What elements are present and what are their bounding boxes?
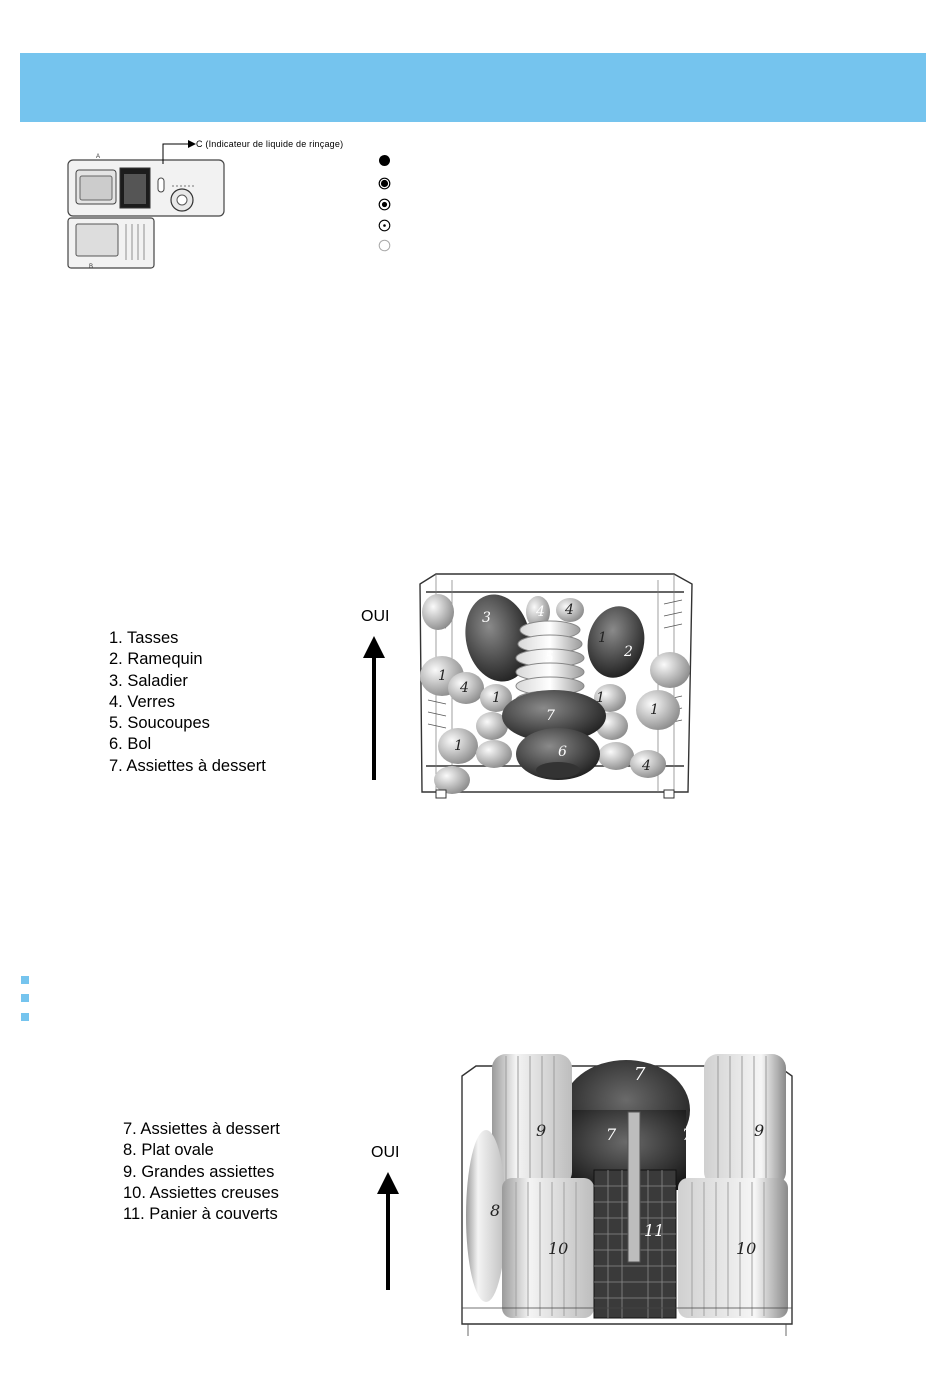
list-item: 3. Saladier [109, 671, 188, 690]
list-item: 5. Soucoupes [109, 714, 210, 733]
bullet-marker [21, 1013, 29, 1021]
list-item: 4. Verres [109, 692, 176, 711]
list-item: 8. Plat ovale [123, 1141, 214, 1160]
list-item: 7. Assiettes à dessert [109, 756, 266, 775]
svg-text:1: 1 [492, 690, 501, 706]
svg-text:4: 4 [460, 680, 469, 696]
up-arrow-icon [362, 636, 386, 780]
svg-text:4: 4 [536, 604, 545, 620]
svg-text:2: 2 [624, 644, 633, 660]
svg-text:A: A [96, 154, 101, 160]
up-arrow-icon [376, 1172, 400, 1290]
svg-text:7: 7 [634, 1064, 646, 1085]
svg-text:4: 4 [565, 602, 574, 618]
bullet-marker [21, 976, 29, 984]
svg-text:8: 8 [490, 1201, 501, 1220]
svg-text:5: 5 [545, 650, 554, 666]
header-band [20, 53, 926, 122]
rinse-aid-indicator-label: C (Indicateur de liquide de rinçage) [196, 139, 344, 149]
dispenser-diagram [62, 134, 362, 274]
lower-rack-legend [123, 1119, 280, 1225]
svg-text:9: 9 [754, 1121, 765, 1140]
svg-text:11: 11 [644, 1221, 665, 1240]
list-item: 9. Grandes assiettes [123, 1162, 275, 1181]
list-item: 1. Tasses [109, 629, 179, 647]
svg-text:9: 9 [536, 1121, 547, 1140]
list-item: 6. Bol [109, 735, 152, 754]
lower-rack-illustration [452, 1046, 800, 1342]
filled-dot-icon [378, 154, 391, 167]
svg-text:1: 1 [438, 668, 447, 684]
dot-ring-thick-icon [378, 198, 391, 211]
svg-text:1: 1 [650, 702, 659, 718]
list-item: 11. Panier à couverts [123, 1205, 278, 1224]
svg-text:1: 1 [454, 738, 463, 754]
upper-rack-illustration [412, 570, 698, 810]
center-dot-icon [378, 219, 391, 232]
svg-text:7: 7 [682, 1125, 693, 1144]
dot-ring-icon [378, 177, 391, 190]
svg-text:3: 3 [482, 610, 491, 626]
empty-circle-icon [378, 239, 391, 252]
svg-text:7: 7 [606, 1125, 617, 1144]
yes-label-upper: OUI [361, 608, 390, 625]
upper-rack-legend [109, 628, 266, 777]
yes-label-lower: OUI [371, 1144, 400, 1161]
list-item: 2. Ramequin [109, 650, 203, 669]
svg-text:1: 1 [598, 630, 607, 646]
svg-text:1: 1 [596, 690, 605, 706]
list-item: 7. Assiettes à dessert [123, 1120, 280, 1138]
svg-text:10: 10 [736, 1239, 757, 1258]
svg-text:10: 10 [548, 1239, 569, 1258]
svg-text:B: B [89, 264, 94, 270]
list-item: 10. Assiettes creuses [123, 1183, 279, 1202]
svg-text:7: 7 [546, 708, 555, 724]
svg-text:4: 4 [642, 758, 651, 774]
bullet-marker [21, 994, 29, 1002]
svg-text:6: 6 [558, 744, 567, 760]
